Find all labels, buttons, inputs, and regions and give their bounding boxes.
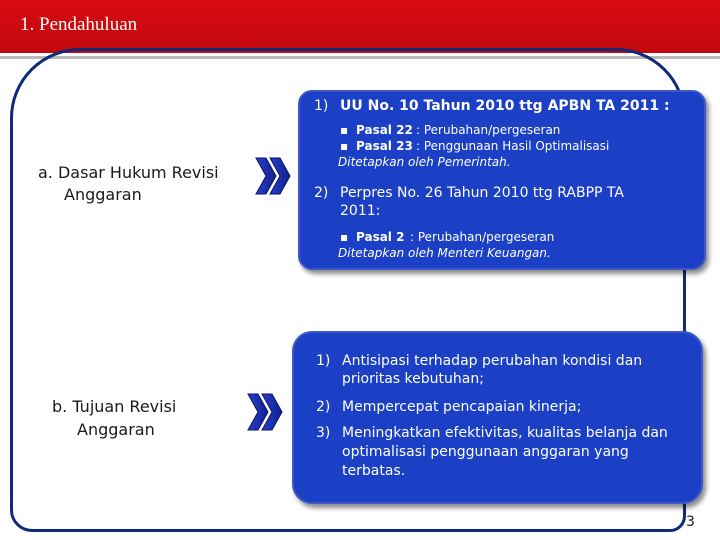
item1-note: Ditetapkan oleh Pemerintah. [338,155,511,169]
legal-basis-box [298,90,706,270]
item1-title: UU No. 10 Tahun 2010 ttg APBN TA 2011 : [340,98,670,114]
objective-3-line2: optimalisasi penggunaan anggaran yang [342,444,629,460]
item2-title-line1: Perpres No. 26 Tahun 2010 ttg RABPP TA [340,185,624,201]
objective-2-line1: Mempercepat pencapaian kinerja; [342,399,582,415]
item2-number: 2) [314,185,329,201]
slide-title: 1. Pendahuluan [20,14,138,35]
section-b-label-line2: Anggaran [77,420,155,439]
double-chevron-right-icon [254,156,292,196]
bullet-icon: ▪ [340,123,349,137]
bullet-pasal-23-desc: : Penggunaan Hasil Optimalisasi [416,139,610,153]
objective-3-number: 3) [316,425,331,441]
objective-1-line2: prioritas kebutuhan; [342,371,484,387]
section-a-label [38,162,219,206]
bullet-icon: ▪ [340,230,349,244]
title-bar [0,0,720,53]
item1-number: 1) [314,98,329,114]
item2-title-line2: 2011: [340,203,381,219]
bullet-pasal-22-desc: : Perubahan/pergeseran [416,123,561,137]
bullet-pasal-2-name: Pasal 2 [356,230,405,244]
objective-1-number: 1) [316,353,331,369]
section-a-label-line2: Anggaran [64,185,142,204]
section-a-label-line1: a. Dasar Hukum Revisi [38,163,219,182]
double-chevron-right-icon [246,392,284,432]
bullet-pasal-23-name: Pasal 23 [356,139,413,153]
section-b-label [52,395,176,441]
objective-3-line3: terbatas. [342,463,406,479]
section-b-label-line1: b. Tujuan Revisi [52,397,177,416]
page-number: 3 [686,514,695,530]
objective-2-number: 2) [316,399,331,415]
bullet-icon: ▪ [340,139,349,153]
item2-note: Ditetapkan oleh Menteri Keuangan. [338,246,551,260]
objectives-box [292,331,703,504]
bullet-pasal-2-desc: : Perubahan/pergeseran [410,230,555,244]
objective-3-line1: Meningkatkan efektivitas, kualitas belanja dan [342,425,668,441]
objective-1-line1: Antisipasi terhadap perubahan kondisi dan [342,353,643,369]
bullet-pasal-22-name: Pasal 22 [356,123,413,137]
